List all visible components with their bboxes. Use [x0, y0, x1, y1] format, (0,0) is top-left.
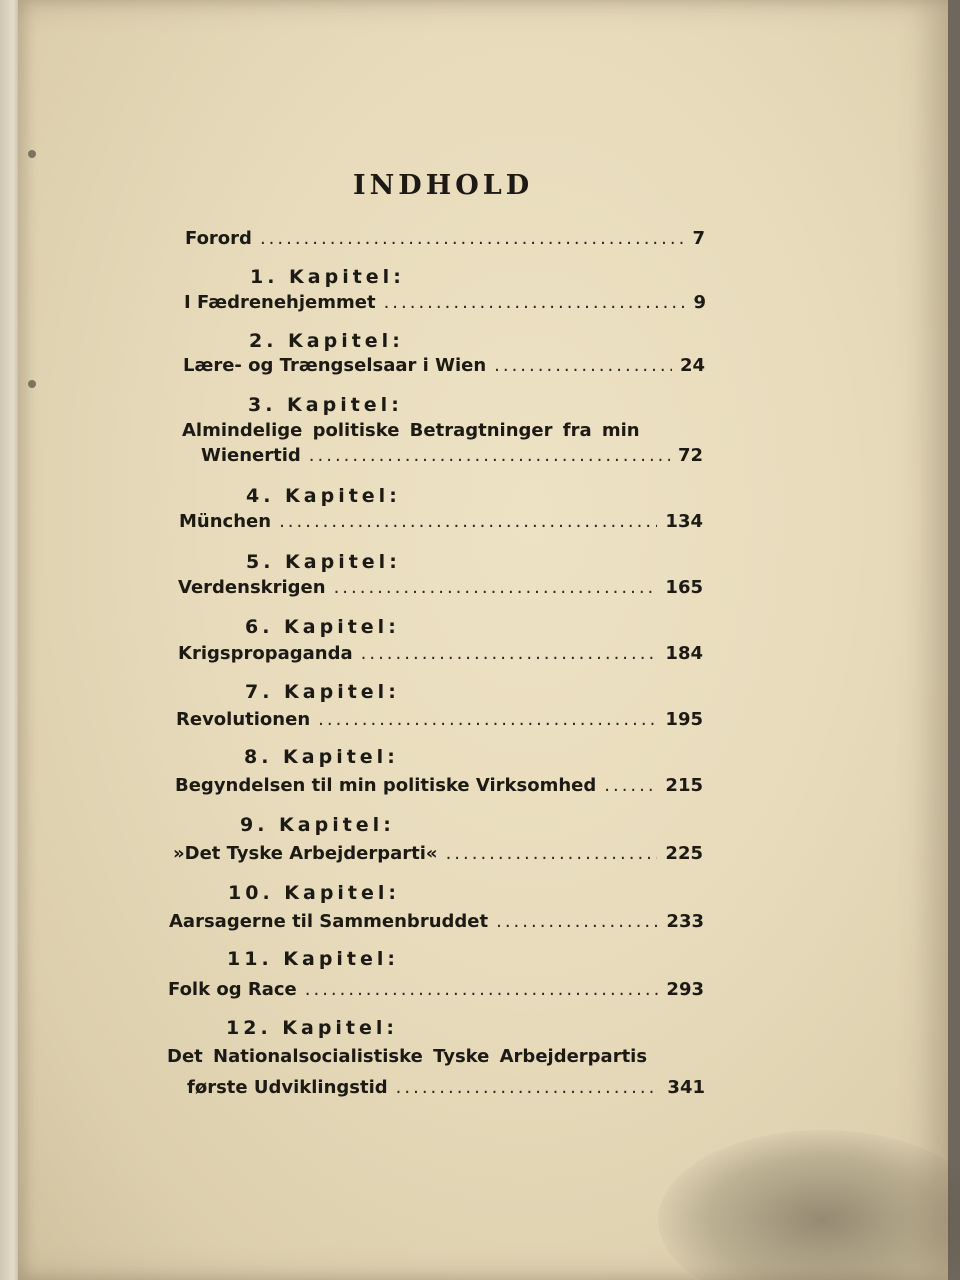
entry-page-number: 195 — [665, 709, 703, 730]
entry-label: første Udviklingstid — [187, 1077, 388, 1098]
leader-dots — [446, 843, 658, 864]
toc-entry — [168, 979, 704, 1005]
entry-title-line: Almindelige politiske Betragtninger fra min — [182, 420, 640, 441]
entry-label: Wienertid — [201, 445, 301, 466]
entry-label: Revolutionen — [176, 709, 311, 730]
chapter-label: 10. Kapitel: — [228, 882, 401, 904]
chapter-label: 7. Kapitel: — [245, 681, 400, 703]
leader-dots — [334, 577, 658, 598]
entry-page-number: 215 — [665, 775, 703, 796]
leader-dots — [260, 228, 685, 249]
toc-entry — [183, 355, 705, 381]
entry-label: »Det Tyske Arbejderparti« — [173, 843, 438, 864]
toc-entry — [169, 911, 704, 937]
entry-page-number: 72 — [677, 445, 703, 466]
toc-entry — [173, 843, 703, 869]
chapter-label: 9. Kapitel: — [240, 814, 395, 836]
entry-page-number: 184 — [665, 643, 703, 664]
toc-entry — [176, 709, 703, 735]
page-title: INDHOLD — [353, 170, 534, 201]
chapter-label: 11. Kapitel: — [227, 948, 400, 970]
toc-entry — [184, 292, 706, 318]
chapter-label: 1. Kapitel: — [250, 266, 405, 288]
chapter-label: 12. Kapitel: — [226, 1017, 399, 1039]
toc-entry — [201, 445, 703, 471]
entry-page-number: 225 — [665, 843, 703, 864]
toc-entry — [178, 643, 703, 669]
entry-page-number: 341 — [667, 1077, 705, 1098]
book-page — [18, 0, 948, 1280]
toc-entry — [175, 775, 703, 801]
entry-label: Folk og Race — [168, 979, 297, 1000]
entry-page-number: 134 — [665, 511, 703, 532]
entry-page-number: 7 — [692, 228, 705, 249]
leader-dots — [305, 979, 659, 1000]
leader-dots — [396, 1077, 660, 1098]
leader-dots — [494, 355, 672, 376]
entry-page-number: 24 — [679, 355, 705, 376]
toc-entry — [185, 228, 705, 254]
chapter-label: 5. Kapitel: — [246, 551, 401, 573]
entry-title-line: Det Nationalsocialistiske Tyske Arbejderpartis — [167, 1046, 648, 1067]
entry-page-number: 9 — [693, 292, 706, 313]
entry-label: München — [179, 511, 272, 532]
leader-dots — [318, 709, 657, 730]
entry-label: Aarsagerne til Sammenbruddet — [169, 911, 489, 932]
entry-label: Verdenskrigen — [178, 577, 326, 598]
toc-entry — [187, 1077, 705, 1103]
entry-page-number: 233 — [666, 911, 704, 932]
leader-dots — [604, 775, 657, 796]
entry-label: Lære- og Trængselsaar i Wien — [183, 355, 487, 376]
chapter-label: 4. Kapitel: — [246, 485, 401, 507]
leader-dots — [279, 511, 657, 532]
chapter-label: 3. Kapitel: — [248, 394, 403, 416]
leader-dots — [496, 911, 658, 932]
entry-label: Krigspropaganda — [178, 643, 353, 664]
leader-dots — [361, 643, 658, 664]
entry-label: I Fædrenehjemmet — [184, 292, 376, 313]
entry-page-number: 165 — [665, 577, 703, 598]
entry-label: Forord — [185, 228, 252, 249]
toc-entry — [179, 511, 703, 537]
chapter-label: 8. Kapitel: — [244, 746, 399, 768]
table-of-contents — [18, 0, 948, 1280]
leader-dots — [384, 292, 686, 313]
toc-entry — [178, 577, 703, 603]
chapter-label: 6. Kapitel: — [245, 616, 400, 638]
entry-label: Begyndelsen til min politiske Virksomhed — [175, 775, 597, 796]
chapter-label: 2. Kapitel: — [249, 330, 404, 352]
entry-page-number: 293 — [666, 979, 704, 1000]
leader-dots — [309, 445, 670, 466]
